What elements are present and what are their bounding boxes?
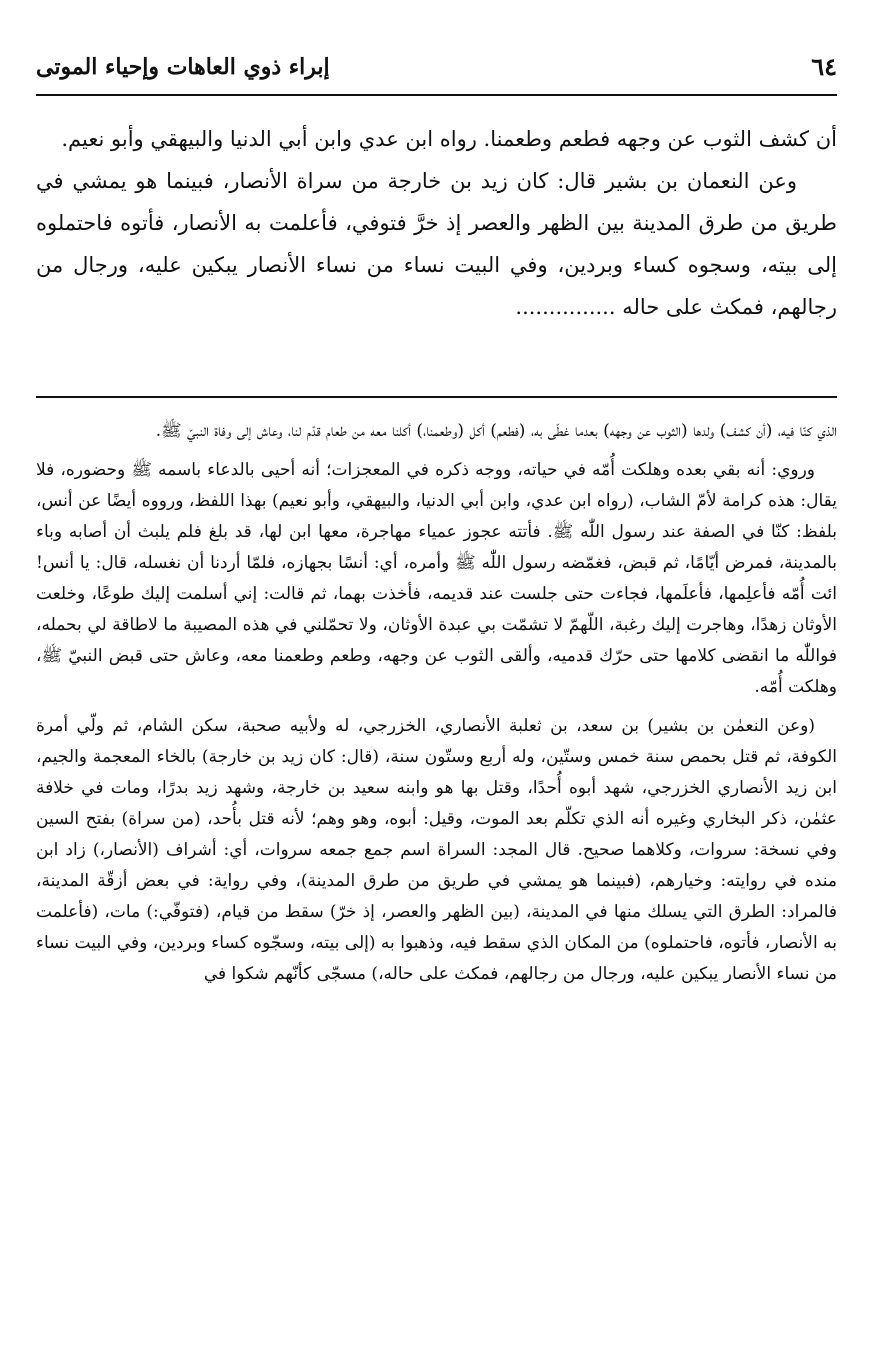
commentary-rule [36,396,837,398]
header-rule [36,94,837,96]
commentary-paragraph-3: (وعن النعمٰن بن بشير) بن سعد، بن ثعلبة الأنصاري، الخزرجي، له ولأبيه صحبة، سكن الشام، ثم ولّي أمرة الكوفة، ثم قتل بحمص سنة خمس وستّين، وله أربع وستّون سنة، (قال: كان زيد بن خارجة) بالخاء المعجمة والجيم، ابن زيد الأنصاري الخزرجي، شهد أبوه أُحدًا، وقتل بها هو وابنه سعيد بن خارجة، وشهد زيد بدرًا، ومات في خلافة عثمٰن، ذكر البخاري وغيره أنه الذي تكلّم بعد الموت، وقيل: أبوه، وهو وهم؛ لأنه قتل بأُحد، (من سراة) بفتح السين وفي نسخة: سروات، وكلاهما صحيح. قال المجد: السراة اسم جمع جمعه سروات، أي: أشراف (الأنصار،) زاد ابن منده في روايته: وخيارهم، (فبينما هو يمشي في طريق من طرق المدينة)، وفي رواية: في بعض أزقّة المدينة، فالمراد: الطرق التي يسلك منها في المدينة، (بين الظهر والعصر، إذ خرّ) سقط من قيام، (فتوفّي:) مات، (فأعلمت به الأنصار، فأتوه، فاحتملوه) من المكان الذي سقط فيه، وذهبوا به (إلى بيته، وسجّوه كساء وبردين، وفي البيت نساء من نساء الأنصار يبكين عليه، ورجال من رجالهم، فمكث على حاله،) مسجّى كأنّهم شكوا في [36,716,837,984]
page-number: ٦٤ [811,52,837,81]
commentary-paragraph-1: الذي كنّا فيه، (أن كشف) ولدها (الثوب عن وجهه) بعدما غطّى به، (فطعم) أكل (وطعمنا،) أكلنا معه من طعام قدّم لنا، وعاش إلى وفاة النبيّ ﷺ. [155,421,837,441]
commentary-section [36,416,837,998]
page-header [36,52,837,81]
main-paragraph-1: أن كشف الثوب عن وجهه فطعم وطعمنا. رواه ابن عدي وابن أبي الدنيا والبيهقي وأبو نعيم. [61,127,837,151]
running-title: إبراء ذوي العاهات وإحياء الموتى [36,53,330,80]
main-text [36,118,837,328]
commentary-paragraph-2: وروي: أنه بقي بعده وهلكت أُمّه في حياته، ووجه ذكره في المعجزات؛ أنه أحيى بالدعاء باسمه ﷺ وحضوره، فلا يقال: هذه كرامة لأمّ الشاب، (رواه ابن عدي، وابن أبي الدنيا، والبيهقي، وأبو نعيم) بهذا اللفظ، ورووه أيضًا عن أنس، بلفظ: كنّا في الصفة عند رسول اللّٰه ﷺ. فأتته عجوز عمياء مهاجرة، معها ابن لها، قد بلغ فلم يلبث أن أصابه وباء بالمدينة، فمرض أيّامًا، ثم قبض، فغمّضه رسول اللّٰه ﷺ وأمره، أي: أنسًا بجهازه، فلمّا أردنا أن نغسله، قال: يا أنس! ائت أُمّه فأعلِمها، فأعلَمها، فجاءت حتى جلست عند قديمه، فأخذت بهما، ثم قالت: إني أسلمت إليك طوعًا، وخلعت الأوثان زهدًا، وهاجرت إليك رغبة، اللّهمّ لا تشمّت بي عبدة الأوثان، ولا تحمّلني في هذه المصيبة ما لاطاقة لي بحمله، فواللّٰه ما انقضى كلامها حتى حرّك قدميه، وألقى الثوب عن وجهه، وطعم وطعمنا معه، وعاش حتى قبض النبيّ ﷺ، وهلكت أُمّه. [36,460,837,697]
main-paragraph-2: وعن النعمان بن بشير قال: كان زيد بن خارجة من سراة الأنصار، فبينما هو يمشي في طريق من طرق المدينة بين الظهر والعصر إذ خرَّ فتوفي، فأعلمت به الأنصار، فأتوه فاحتملوه إلى بيته، وسجوه كساء وبردين، وفي البيت نساء من نساء الأنصار يبكين عليه، ورجال من رجالهم، فمكث على حاله ............... [36,169,837,319]
